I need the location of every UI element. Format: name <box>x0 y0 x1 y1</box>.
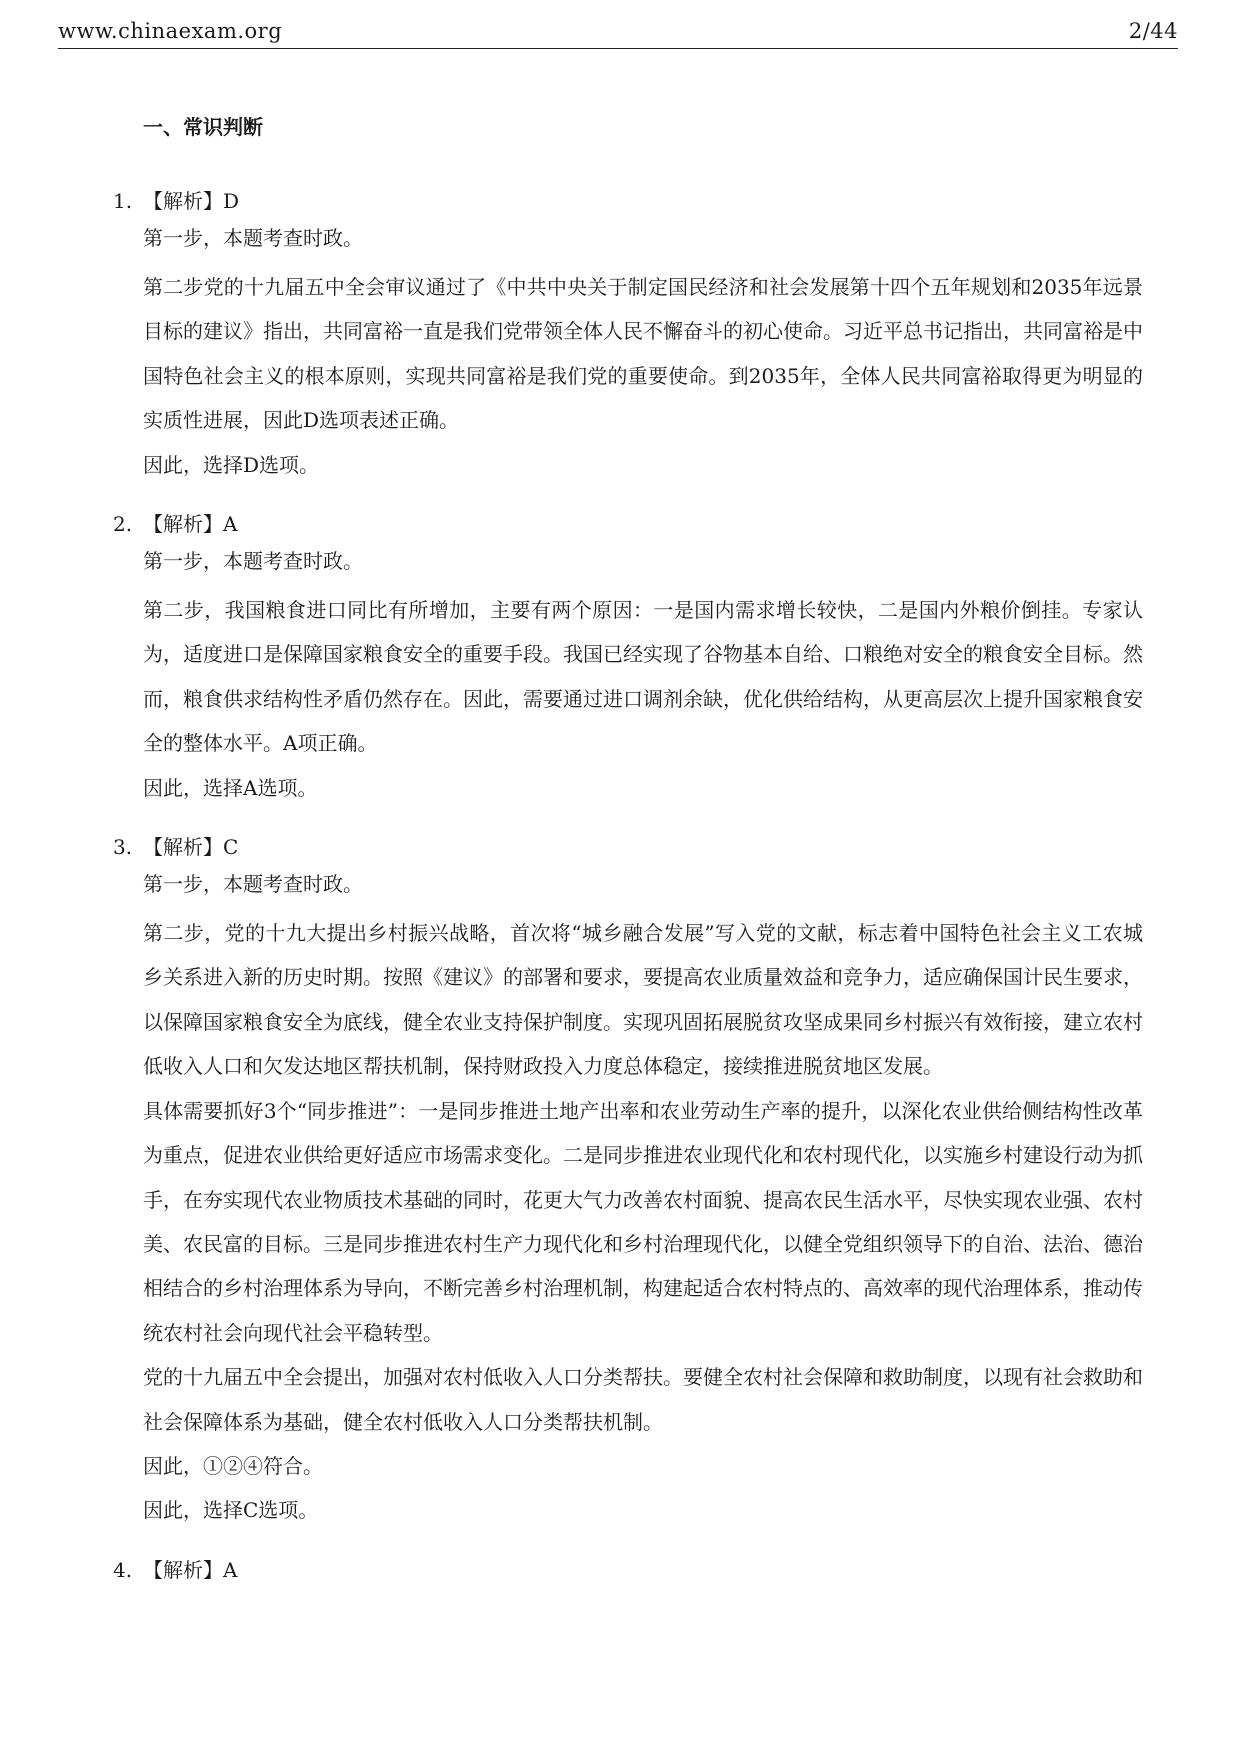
paragraph: 第一步，本题考查时政。 <box>143 549 363 574</box>
question-header <box>113 186 1143 216</box>
paragraph: 因此，选择C选项。 <box>143 1498 319 1523</box>
page-number: 2/44 <box>1128 19 1178 43</box>
answer-label: 【解析】A <box>143 512 238 537</box>
question-number: 3. <box>113 835 133 860</box>
question-number: 4. <box>113 1557 133 1582</box>
question-header <box>113 509 1143 539</box>
question-item <box>113 1555 1143 1585</box>
answer-label: 【解析】A <box>143 1557 238 1582</box>
paragraph: 第二步党的十九届五中全会审议通过了《中共中央关于制定国民经济和社会发展第十四个五年规划和2035年远景目标的建议》指出，共同富裕一直是我们党带领全体人民不懈奋斗的初心使命。习近平总书记指出，共同富裕是中国特色社会主义的根本原则，实现共同富裕是我们党的重要使命。到2035年，全体人民共同富裕取得更为明显的实质性进展，因此D选项表述正确。 <box>143 275 1143 433</box>
question-item <box>113 832 1143 1533</box>
question-header <box>113 832 1143 862</box>
question-number: 1. <box>113 189 133 213</box>
paragraph: 因此，①②④符合。 <box>143 1453 323 1478</box>
paragraph: 因此，选择D选项。 <box>143 452 320 477</box>
section-title: 一、常识判断 <box>143 115 263 139</box>
answer-label: 【解析】D <box>143 189 240 213</box>
paragraph: 第二步，党的十九大提出乡村振兴战略，首次将“城乡融合发展”写入党的文献，标志着中国特色社会主义工农城乡关系进入新的历史时期。按照《建议》的部署和要求，要提高农业质量效益和竞争力，适应确保国计民生要求，以保障国家粮食安全为底线，健全农业支持保护制度。实现巩固拓展脱贫攻坚成果同乡村振兴有效衔接，建立农村低收入人口和欠发达地区帮扶机制，保持财政投入力度总体稳定，接续推进脱贫地区发展。 <box>143 921 1143 1079</box>
paragraph: 第二步，我国粮食进口同比有所增加，主要有两个原因：一是国内需求增长较快，二是国内外粮价倒挂。专家认为，适度进口是保障国家粮食安全的重要手段。我国已经实现了谷物基本自给、口粮绝对安全的粮食安全目标。然而，粮食供求结构性矛盾仍然存在。因此，需要通过进口调剂余缺，优化供给结构，从更高层次上提升国家粮食安全的整体水平。A项正确。 <box>143 598 1143 756</box>
paragraph: 党的十九届五中全会提出，加强对农村低收入人口分类帮扶。要健全农村社会保障和救助制度，以现有社会救助和社会保障体系为基础，健全农村低收入人口分类帮扶机制。 <box>143 1365 1143 1434</box>
question-item <box>113 509 1143 810</box>
question-item <box>113 186 1143 487</box>
paragraph: 第一步，本题考查时政。 <box>143 872 363 897</box>
paragraph: 第一步，本题考查时政。 <box>143 226 363 250</box>
page-header <box>58 14 1178 49</box>
question-number: 2. <box>113 512 133 537</box>
paragraph: 因此，选择A选项。 <box>143 775 318 800</box>
answer-label: 【解析】C <box>143 835 239 860</box>
question-header <box>113 1555 1143 1585</box>
document-body <box>113 112 1143 1607</box>
paragraph: 具体需要抓好3个“同步推进”：一是同步推进土地产出率和农业劳动生产率的提升，以深化农业供给侧结构性改革为重点，促进农业供给更好适应市场需求变化。二是同步推进农业现代化和农村现代化，以实施乡村建设行动为抓手，在夯实现代农业物质技术基础的同时，花更大气力改善农村面貌、提高农民生活水平，尽快实现农业强、农村美、农民富的目标。三是同步推进农村生产力现代化和乡村治理现代化，以健全党组织领导下的自治、法治、德治相结合的乡村治理体系为导向，不断完善乡村治理机制，构建起适合农村特点的、高效率的现代治理体系，推动传统农村社会向现代社会平稳转型。 <box>143 1098 1143 1345</box>
site-url: www.chinaexam.org <box>58 19 283 43</box>
